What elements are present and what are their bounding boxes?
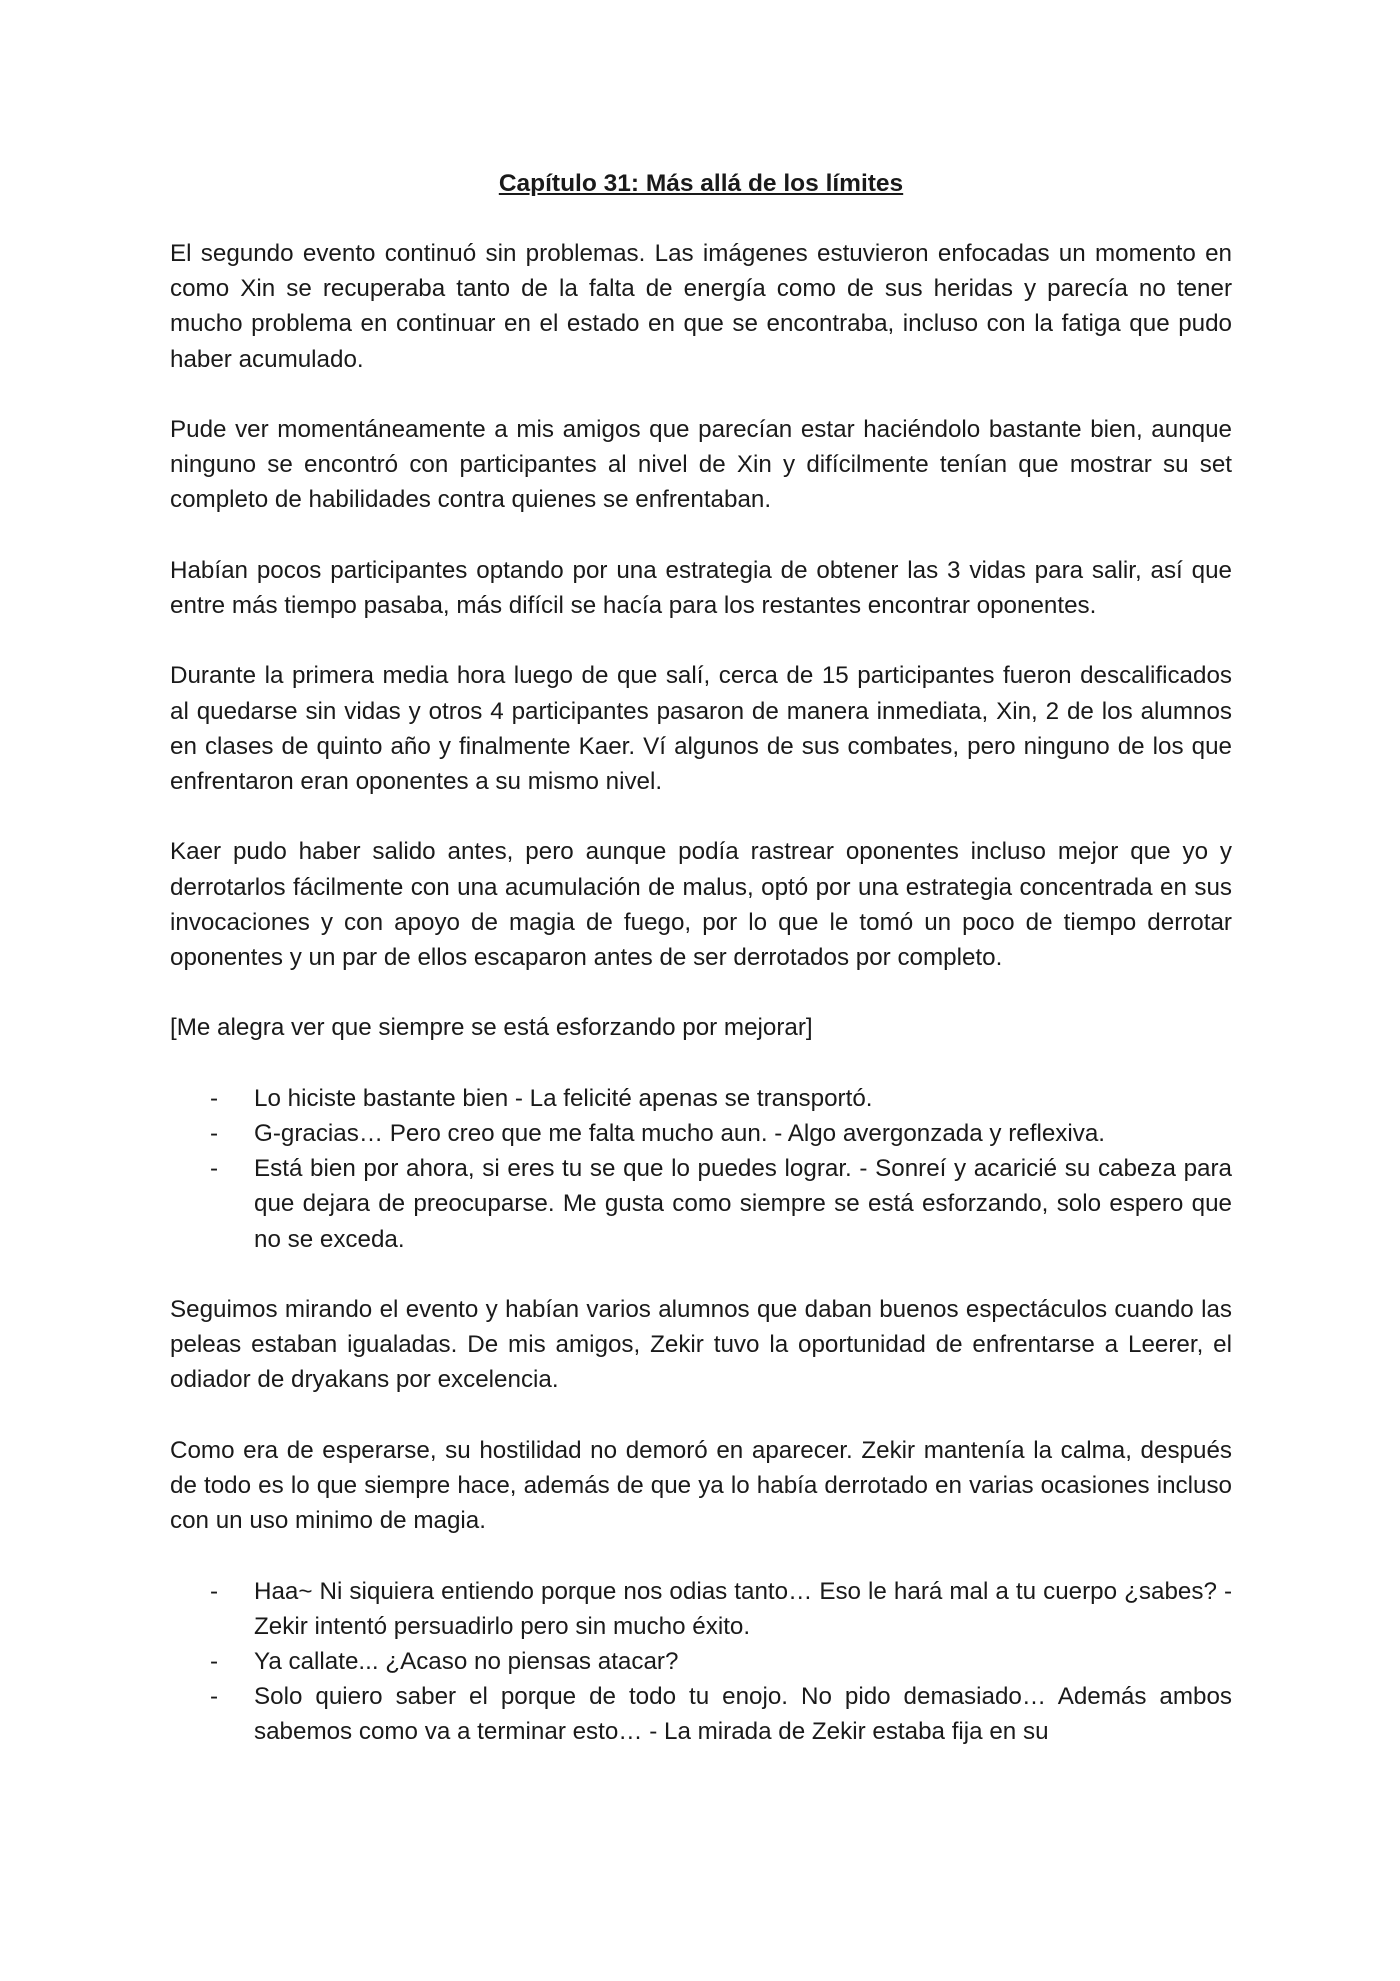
dialogue-item bbox=[170, 1679, 1232, 1749]
dialogue-list-2 bbox=[170, 1574, 1232, 1750]
dialogue-text: Haa~ Ni siquiera entiendo porque nos odias tanto… Eso le hará mal a tu cuerpo ¿sabes? - Zekir intentó persuadirlo pero sin mucho éxito. bbox=[254, 1577, 1232, 1640]
paragraph-4: Durante la primera media hora luego de que salí, cerca de 15 participantes fueron descalificados al quedarse sin vidas y otros 4 participantes pasaron de manera inmediata, Xin, 2 de los alumnos en clases de quinto año y finalmente Kaer. Ví algunos de sus combates, pero ninguno de los que enfrentaron eran oponentes a su mismo nivel. bbox=[170, 662, 1232, 795]
dash-bullet: - bbox=[210, 1119, 219, 1147]
dialogue-text: Solo quiero saber el porque de todo tu enojo. No pido demasiado… Además ambos sabemos como va a terminar esto… - La mirada de Zekir estaba fija en su bbox=[254, 1683, 1232, 1746]
paragraph-1: El segundo evento continuó sin problemas. Las imágenes estuvieron enfocadas un momento en como Xin se recuperaba tanto de la falta de energía como de sus heridas y parecía no tener mucho problema en continuar en el estado en que se encontraba, incluso con la fatiga que pudo haber acumulado. bbox=[170, 240, 1232, 373]
dialogue-text: Ya callate... ¿Acaso no piensas atacar? bbox=[254, 1647, 679, 1675]
dash-bullet: - bbox=[210, 1577, 219, 1605]
chapter-title: Capítulo 31: Más allá de los límites bbox=[498, 170, 904, 197]
dialogue-text: Está bien por ahora, si eres tu se que lo puedes lograr. - Sonreí y acaricié su cabeza para que dejara de preocuparse. Me gusta como siempre se está esforzando, solo espero que no se exceda. bbox=[254, 1155, 1232, 1253]
dash-bullet: - bbox=[210, 1683, 219, 1711]
dialogue-item bbox=[170, 1574, 1232, 1644]
dialogue-item bbox=[170, 1644, 1232, 1679]
dash-bullet: - bbox=[210, 1647, 219, 1675]
dialogue-item bbox=[170, 1151, 1232, 1257]
paragraph-7: Seguimos mirando el evento y habían varios alumnos que daban buenos espectáculos cuando las peleas estaban igualadas. De mis amigos, Zekir tuvo la oportunidad de enfrentarse a Leerer, el odiador de dryakans por excelencia. bbox=[170, 1295, 1232, 1394]
dialogue-text: Lo hiciste bastante bien - La felicité apenas se transportó. bbox=[254, 1084, 873, 1112]
paragraph-5: Kaer pudo haber salido antes, pero aunque podía rastrear oponentes incluso mejor que yo y derrotarlos fácilmente con una acumulación de malus, optó por una estrategia concentrada en sus invocaciones y con apoyo de magia de fuego, por lo que le tomó un poco de tiempo derrotar oponentes y un par de ellos escaparon antes de ser derrotados por completo. bbox=[170, 838, 1232, 971]
paragraph-6: [Me alegra ver que siempre se está esforzando por mejorar] bbox=[170, 1014, 813, 1042]
document-body bbox=[170, 166, 1232, 1785]
dialogue-item bbox=[170, 1081, 1232, 1116]
paragraph-8: Como era de esperarse, su hostilidad no demoró en aparecer. Zekir mantenía la calma, después de todo es lo que siempre hace, además de que ya lo había derrotado en varias ocasiones incluso con un uso minimo de magia. bbox=[170, 1436, 1232, 1535]
dash-bullet: - bbox=[210, 1155, 219, 1183]
dialogue-text: G-gracias… Pero creo que me falta mucho aun. - Algo avergonzada y reflexiva. bbox=[254, 1119, 1106, 1147]
paragraph-2: Pude ver momentáneamente a mis amigos que parecían estar haciéndolo bastante bien, aunque ninguno se encontró con participantes al nivel de Xin y difícilmente tenían que mostrar su set completo de habilidades contra quienes se enfrentaban. bbox=[170, 416, 1232, 514]
dash-bullet: - bbox=[210, 1084, 219, 1112]
dialogue-item bbox=[170, 1116, 1232, 1151]
dialogue-list-1 bbox=[170, 1081, 1232, 1257]
paragraph-3: Habían pocos participantes optando por una estrategia de obtener las 3 vidas para salir, así que entre más tiempo pasaba, más difícil se hacía para los restantes encontrar oponentes. bbox=[170, 556, 1232, 619]
